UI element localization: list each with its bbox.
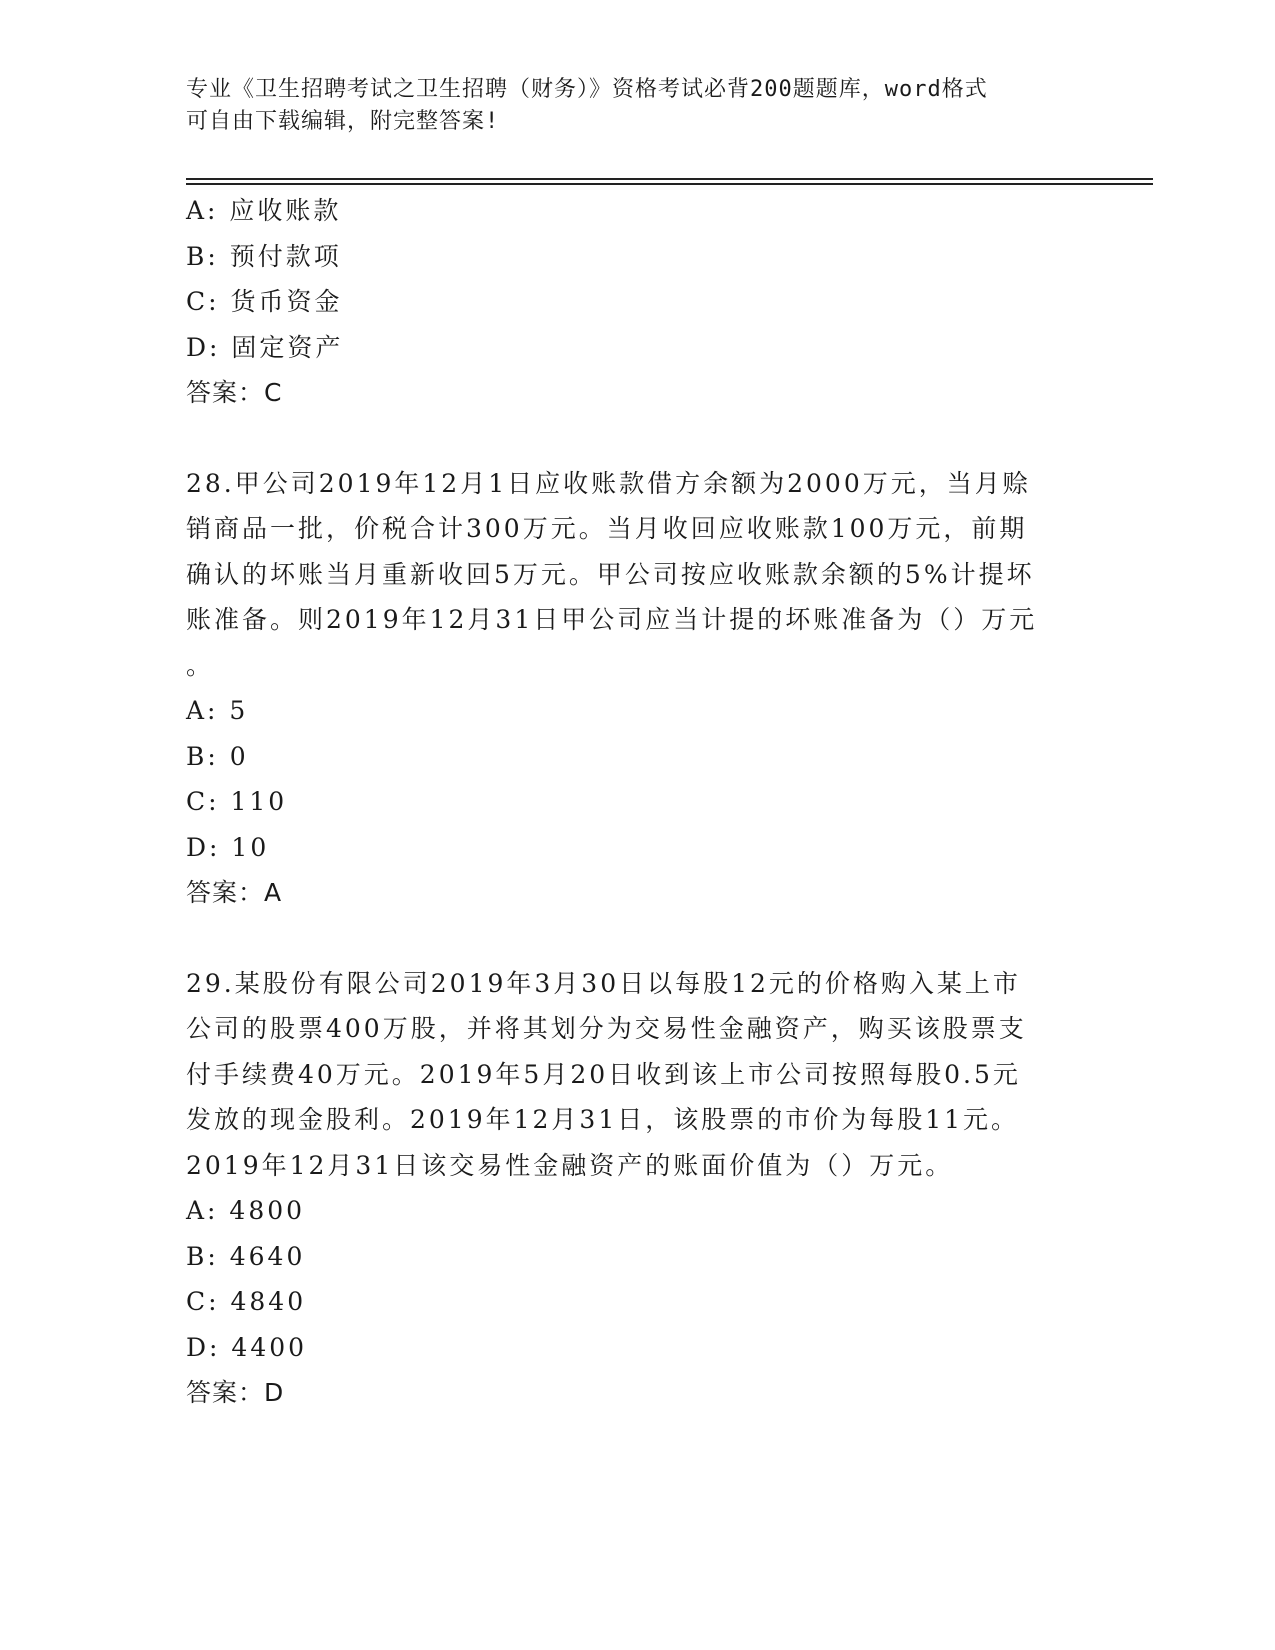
header-divider-top (186, 178, 1153, 180)
question-stem (186, 961, 1086, 1189)
option-c: C: 110 (186, 787, 288, 816)
question-stem-line: 。 (186, 650, 215, 680)
header-line-2: 可自由下载编辑，附完整答案! (186, 109, 500, 134)
option-d: D: 10 (186, 832, 270, 862)
option-d: D: 固定资产 (186, 332, 344, 362)
answer-line: 答案：D (186, 1378, 285, 1407)
option-c: C: 货币资金 (186, 287, 343, 316)
option-b: B: 0 (186, 741, 249, 771)
option-b: B: 预付款项 (186, 241, 342, 271)
question-stem-line: 账准备。则2019年12月31日甲公司应当计提的坏账准备为（）万元 (186, 605, 1038, 634)
question-stem (186, 461, 1086, 689)
question-stem-line: 付手续费40万元。2019年5月20日收到该上市公司按照每股0.5元 (186, 1059, 1021, 1089)
question-stem-line: 确认的坏账当月重新收回5万元。甲公司按应收账款余额的5%计提坏 (186, 559, 1035, 589)
option-b: B: 4640 (186, 1241, 306, 1271)
document-header (186, 74, 1066, 138)
question-block-29 (186, 961, 1086, 1416)
question-stem-line: 公司的股票400万股，并将其划分为交易性金融资产，购买该股票支 (186, 1014, 1027, 1043)
option-a: A: 应收账款 (186, 196, 342, 225)
question-list (186, 188, 1086, 1416)
question-block-27 (186, 188, 1086, 416)
header-divider-bottom (186, 183, 1153, 185)
spacer (186, 416, 1086, 461)
question-stem-line: 销商品一批，价税合计300万元。当月收回应收账款100万元，前期 (186, 514, 1028, 543)
question-stem-line: 29.某股份有限公司2019年3月30日以每股12元的价格购入某上市 (186, 968, 1021, 998)
answer-line: 答案：C (186, 378, 283, 407)
answer-line: 答案：A (186, 878, 283, 907)
question-stem-line: 发放的现金股利。2019年12月31日，该股票的市价为每股11元。 (186, 1105, 1020, 1134)
option-c: C: 4840 (186, 1287, 307, 1316)
option-a: A: 5 (186, 696, 249, 725)
question-stem-line: 2019年12月31日该交易性金融资产的账面价值为（）万元。 (186, 1150, 954, 1180)
option-d: D: 4400 (186, 1332, 308, 1362)
question-block-28 (186, 461, 1086, 916)
option-a: A: 4800 (186, 1196, 306, 1225)
header-line-1: 专业《卫生招聘考试之卫生招聘（财务）》资格考试必背200题题库，word格式 (186, 77, 988, 102)
spacer (186, 916, 1086, 961)
question-stem-line: 28.甲公司2019年12月1日应收账款借方余额为2000万元，当月赊 (186, 468, 1031, 498)
